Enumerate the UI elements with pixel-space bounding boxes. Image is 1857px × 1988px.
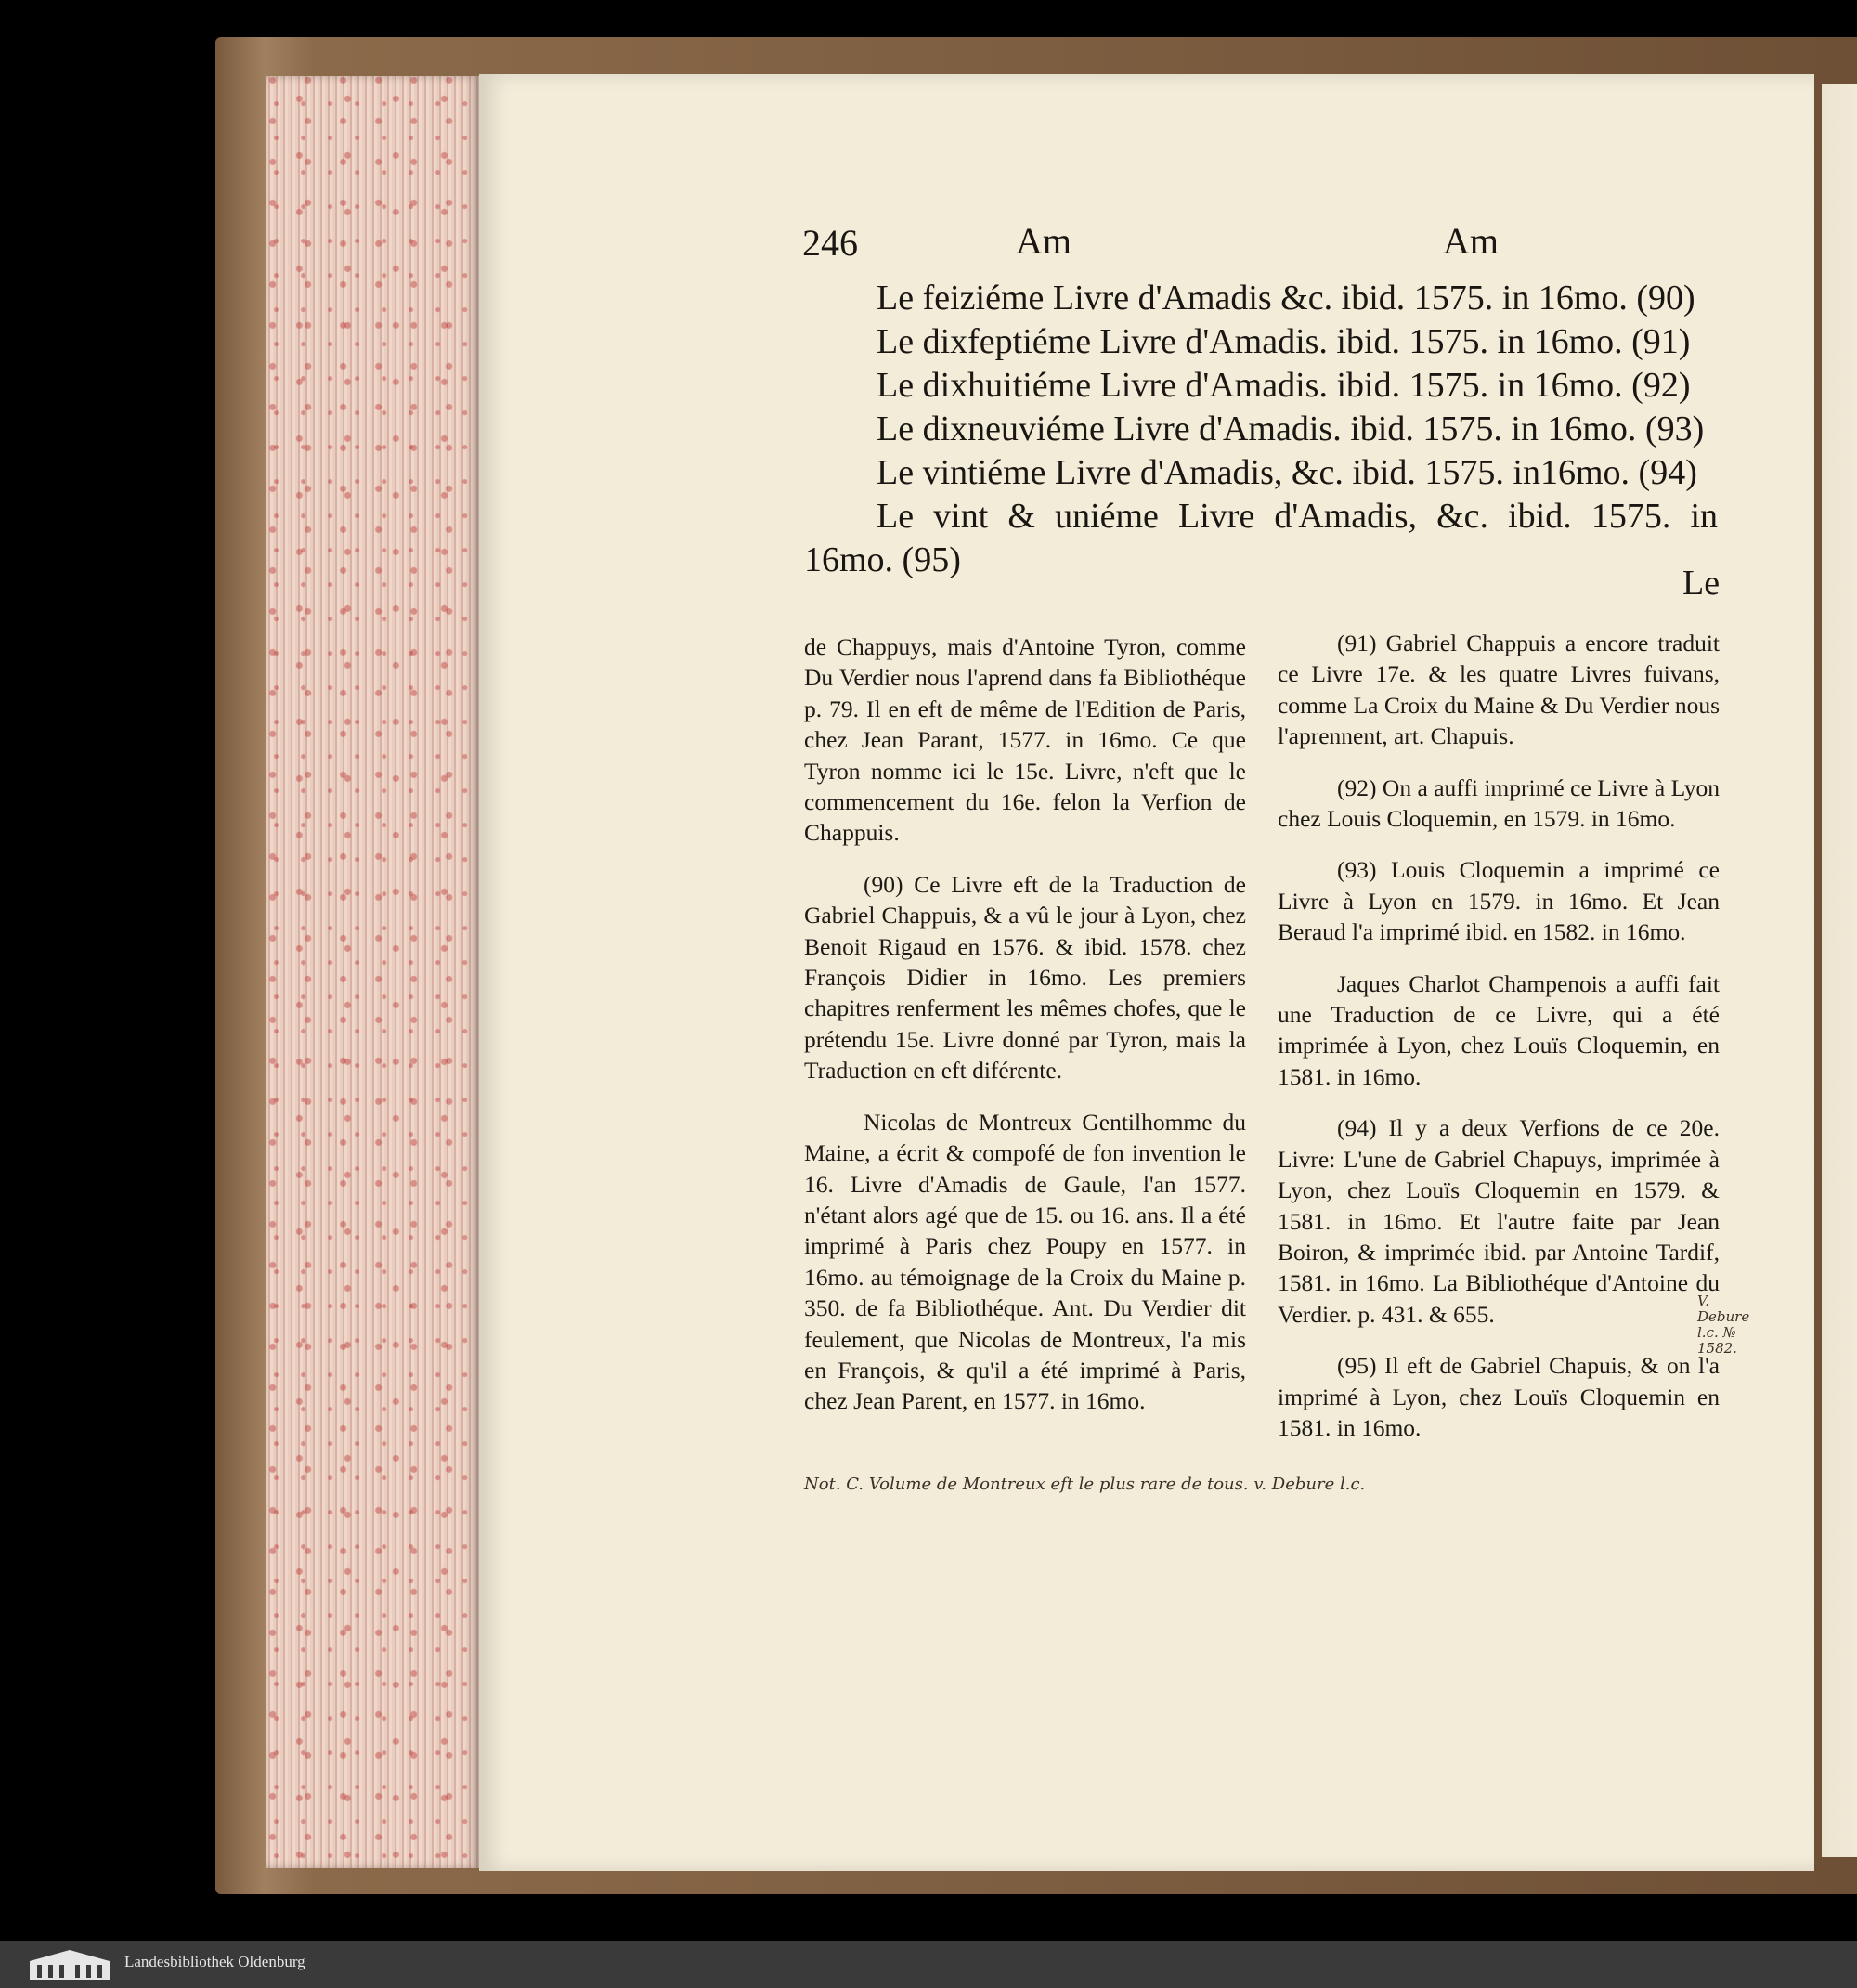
library-name[interactable]: Landesbibliothek Oldenburg bbox=[124, 1953, 305, 1970]
note-paragraph: (93) Louis Cloquemin a imprimé ce Livre à Lyon en 1579. in 16mo. Et Jean Beraud l'a imprimé ibid. en 1582. in 16mo. bbox=[1278, 856, 1720, 946]
note-paragraph: (90) Ce Livre eft de la Traduction de Gabriel Chappuis, & a vû le jour à Lyon, chez Benoit Rigaud en 1576. & ibid. 1578. chez François Didier in 16mo. Les premiers chapitres renferment les mêmes chofes, que le prétendu 15e. Livre donné par Tyron, mais la Traduction en eft diférente. bbox=[804, 870, 1246, 1085]
running-head-right: Am bbox=[1443, 220, 1499, 262]
right-column bbox=[1278, 628, 1720, 1463]
note-paragraph: (94) Il y a deux Verfions de ce 20e. Livre: L'une de Gabriel Chapuys, imprimée à Lyon, chez Louïs Cloquemin en 1579. & 1581. in 16mo. Et l'autre faite par Jean Boiron, & imprimée ibid. par Antoine Tardif, 1581. in 16mo. La Bibliothéque d'Antoine du Verdier. p. 431. & 655. bbox=[1278, 1114, 1720, 1328]
footer-bar bbox=[0, 1941, 1857, 1988]
handwritten-margin-note: V. Debure l.c. № 1582. bbox=[1697, 1293, 1750, 1357]
page-edges bbox=[266, 76, 479, 1868]
page-number: 246 bbox=[802, 222, 858, 264]
handwritten-note: Not. C. Volume de Montreux eft le plus rare de tous. v. Debure l.c. bbox=[804, 1475, 1366, 1494]
catchword: Le bbox=[1682, 564, 1721, 603]
facing-page-edge bbox=[1822, 84, 1857, 1857]
entry-line: Le dixneuviéme Livre d'Amadis. ibid. 1575. in 16mo. (93) bbox=[877, 409, 1705, 448]
note-paragraph: (92) On a auffi imprimé ce Livre à Lyon chez Louis Cloquemin, en 1579. in 16mo. bbox=[1278, 773, 1720, 833]
entry-line: Le dixfeptiéme Livre d'Amadis. ibid. 1575. in 16mo. (91) bbox=[877, 322, 1691, 361]
entry-list bbox=[804, 277, 1718, 582]
left-column bbox=[804, 631, 1246, 1437]
library-building-icon bbox=[28, 1948, 111, 1982]
entry-line: Le feiziéme Livre d'Amadis &c. ibid. 1575. in 16mo. (90) bbox=[877, 279, 1695, 318]
entry-line: Le vint & uniéme Livre d'Amadis, &c. ibid. 1575. in 16mo. (95) bbox=[804, 497, 1718, 579]
note-paragraph: Jaques Charlot Champenois a auffi fait une Traduction de ce Livre, qui a été imprimée à Lyon, chez Louïs Cloquemin, en 1581. in 16mo. bbox=[1278, 969, 1720, 1090]
entry-line: Le vintiéme Livre d'Amadis, &c. ibid. 1575. in16mo. (94) bbox=[877, 453, 1697, 492]
note-paragraph: (95) Il eft de Gabriel Chapuis, & on l'a imprimé à Lyon, chez Louïs Cloquemin en 1581. in 16mo. bbox=[1278, 1352, 1720, 1441]
entry-line: Le dixhuitiéme Livre d'Amadis. ibid. 1575. in 16mo. (92) bbox=[877, 366, 1691, 405]
running-head-left: Am bbox=[1016, 220, 1071, 262]
note-paragraph: (91) Gabriel Chappuis a encore traduit ce Livre 17e. & les quatre Livres fuivans, comme La Croix du Maine & Du Verdier nous l'aprennent, art. Chapuis. bbox=[1278, 630, 1720, 750]
note-paragraph: Nicolas de Montreux Gentilhomme du Maine, a écrit & compofé de fon invention le 16. Livre d'Amadis de Gaule, l'an 1577. n'étant alors agé que de 15. ou 16. ans. Il a été imprimé à Paris chez Poupy en 1577. in 16mo. au témoignage de la Croix du Maine p. 350. de fa Bibliothéque. Ant. Du Verdier dit feulement, que Nicolas de Montreux, l'a mis en François, & qu'il a été imprimé à Paris, chez Jean Parent, en 1577. in 16mo. bbox=[804, 1108, 1246, 1415]
note-paragraph: de Chappuys, mais d'Antoine Tyron, comme Du Verdier nous l'aprend dans fa Bibliothéque p. 79. Il en eft de même de l'Edition de Paris, chez Jean Parant, 1577. in 16mo. Ce que Tyron nomme ici le 15e. Livre, n'eft que le commencement du 16e. felon la Verfion de Chappuis. bbox=[804, 633, 1246, 847]
